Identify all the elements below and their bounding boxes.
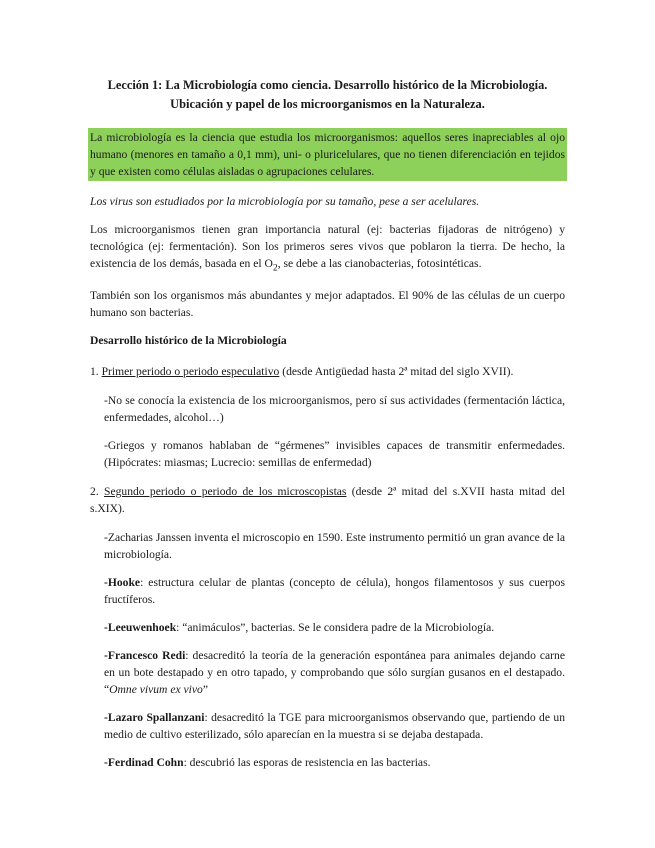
cohn-item [104,754,565,771]
period-1-item: -Griegos y romanos hablaban de “gérmenes” invisibles capaces de transmitir enfermedades. (Hipócrates: miasmas; Lucrecio: semillas de enfermedad) [104,439,565,470]
redi-name: -Francesco Redi [104,649,186,663]
redi-text: : desacreditó la teoría de la generación espontánea para animales dejando carne en un bote destapado y en otro tapado, y comprobando que sólo surgían gusanos en el destapado. “ [104,649,565,697]
cohn-name: -Ferdinad Cohn [104,756,184,770]
hooke-item [104,574,565,608]
title-line-2: Ubicación y papel de los microorganismos en la Naturaleza. [170,97,485,111]
redi-quote: Omne vivum ex vivo [109,683,203,697]
leeuwenhoek-text: : “animáculos”, bacterias. Se le considera padre de la Microbiología. [176,621,495,635]
spallanzani-text: : desacreditó la TGE para microorganismos observando que, partiendo de un medio de cultivo esterilizado, sólo aparecían en la muestra si se dejaba destapada. [104,711,565,742]
document-page [90,76,565,782]
period-1-name: Primer periodo o periodo especulativo [101,365,280,379]
cohn-text: : descubrió las esporas de resistencia en las bacterias. [183,756,431,770]
leeuwenhoek-name: -Leeuwenhoek [104,621,177,635]
title-line-1: Lección 1: La Microbiología como ciencia. Desarrollo histórico de la Microbiología. [107,78,548,92]
definition-highlight: La microbiología es la ciencia que estudia los microorganismos: aquellos seres inapreciables al ojo humano (menores en tamaño a 0,1 mm), uni- o pluricelulares, que no tienen diferenciación en tejidos y que existen como células aisladas o agrupaciones celulares. [88,128,567,181]
spallanzani-name: -Lazaro Spallanzani [104,711,205,725]
history-heading: Desarrollo histórico de la Microbiología [90,334,287,348]
hooke-name: -Hooke [104,576,141,590]
oxygen-subscript: 2 [272,262,278,274]
importance-paragraph [90,221,565,276]
period-1-dates: (desde Antigüedad hasta 2ª mitad del siglo XVII). [279,365,514,379]
redi-item [104,647,565,698]
period-2-heading [90,483,565,517]
hooke-text: : estructura celular de plantas (concepto de célula), hongos filamentosos y sus cuerpos fructíferos. [104,576,565,607]
lesson-title [90,76,565,114]
redi-quote-close: ” [202,683,208,697]
period-1-item: -No se conocía la existencia de los microorganismos, pero sí sus actividades (fermentación láctica, enfermedades, alcohol…) [104,394,565,425]
janssen-item: -Zacharias Janssen inventa el microscopio en 1590. Este instrumento permitió un gran avance de la microbiología. [104,531,565,562]
importance-text-end: , se debe a las cianobacterias, fotosintéticas. [277,257,482,270]
period-2-number: 2. [90,485,105,499]
period-2-dates: (desde 2ª mitad del s.XVII hasta mitad del s.XIX). [90,485,566,516]
virus-note: Los virus son estudiados por la microbiología por su tamaño, pese a ser acelulares. [90,195,480,208]
abundance-paragraph: También son los organismos más abundantes y mejor adaptados. El 90% de las células de un cuerpo humano son bacterias. [90,289,565,320]
importance-text: Los microorganismos tienen gran importancia natural (ej: bacterias fijadoras de nitrógeno) y tecnológica (ej: fermentación). Son los primeros seres vivos que poblaron la tierra. De hecho, la existencia de los demás, basada en el O [90,223,565,270]
leeuwenhoek-item [104,619,565,636]
period-1-heading [90,363,565,380]
spallanzani-item [104,709,565,743]
period-2-name: Segundo periodo o periodo de los microscopistas [104,485,347,499]
period-1-number: 1. [90,365,102,379]
